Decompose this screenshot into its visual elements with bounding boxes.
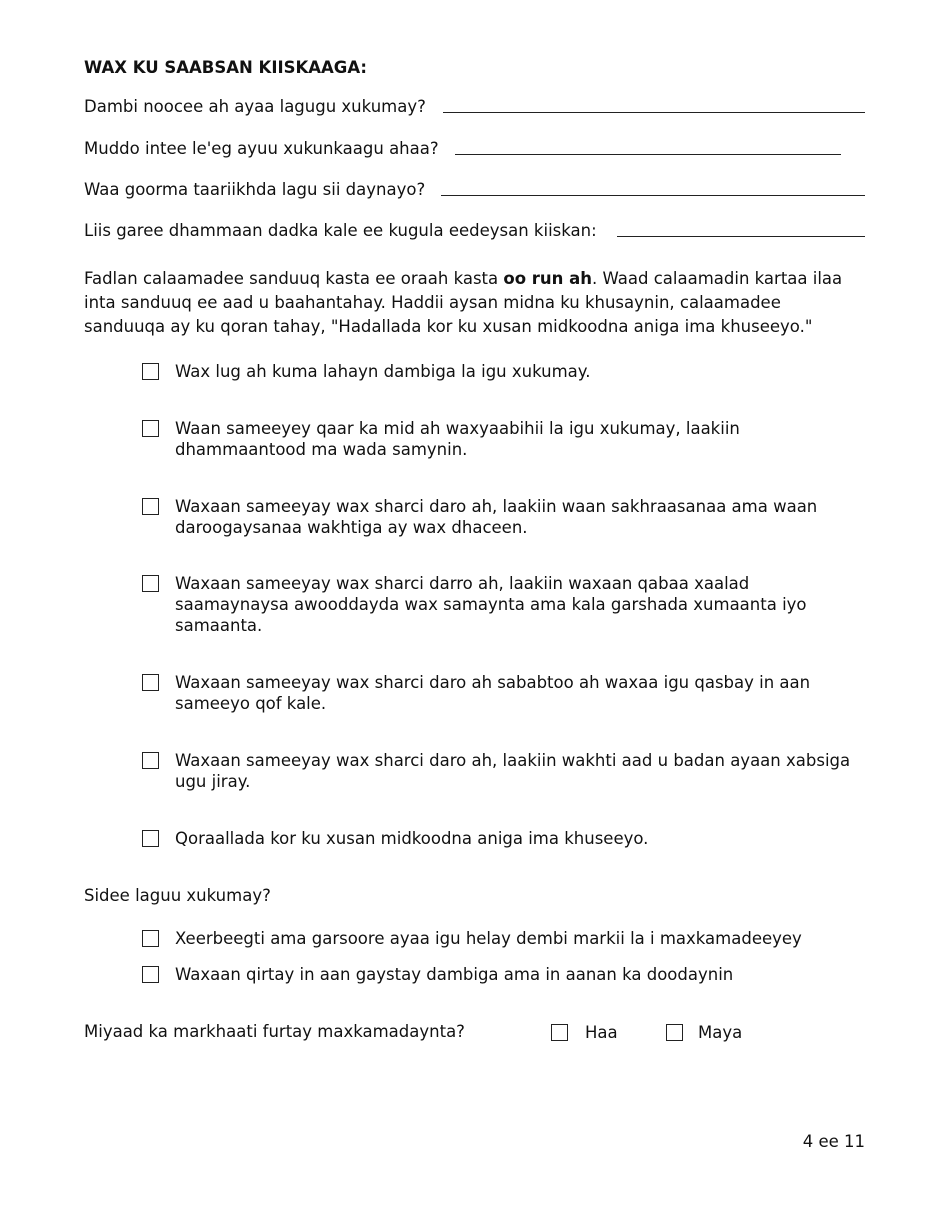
statement-item	[142, 496, 862, 538]
statement-item	[142, 361, 832, 382]
statement-checkbox[interactable]	[142, 752, 159, 769]
answer-line-sentence-length[interactable]	[455, 153, 841, 155]
question-label: Muddo intee le'eg ayuu xukunkaagu ahaa?	[84, 139, 439, 158]
conviction-option-checkbox[interactable]	[142, 966, 159, 983]
question-crime-type	[84, 97, 865, 116]
answer-line-co-defendants[interactable]	[617, 235, 865, 237]
conviction-method-question: Sidee laguu xukumay?	[84, 886, 271, 905]
statement-checkbox[interactable]	[142, 498, 159, 515]
conviction-option-checkbox[interactable]	[142, 930, 159, 947]
instructions-bold: oo run ah	[503, 269, 593, 288]
section-title: WAX KU SAABSAN KIISKAAGA:	[84, 58, 368, 77]
statement-checkbox[interactable]	[142, 575, 159, 592]
instructions-paragraph	[84, 267, 866, 339]
statement-text: Waxaan sameeyay wax sharci darro ah, laakiin waxaan qabaa xaalad saamaynaysa awooddayda wax samaynta ama kala garshada xumaanta iyo samaanta.	[175, 574, 807, 635]
statement-text: Waxaan sameeyay wax sharci daro ah, laakiin waan sakhraasanaa ama waan daroogaysanaa wakhtiga ay wax dhaceen.	[175, 497, 818, 537]
statement-checkbox[interactable]	[142, 363, 159, 380]
testimony-yes-checkbox[interactable]	[551, 1024, 568, 1041]
conviction-option	[142, 928, 862, 949]
question-label: Liis garee dhammaan dadka kale ee kugula eedeysan kiiskan:	[84, 221, 597, 240]
question-label: Dambi noocee ah ayaa lagugu xukumay?	[84, 97, 426, 116]
answer-line-crime-type[interactable]	[443, 111, 865, 113]
page-number: 4 ee 11	[802, 1132, 865, 1151]
question-release-date	[84, 180, 865, 199]
testimony-yes-option	[551, 1023, 618, 1042]
statement-item	[142, 418, 832, 460]
statement-checkbox[interactable]	[142, 830, 159, 847]
testimony-question: Miyaad ka markhaati furtay maxkamadaynta?	[84, 1022, 465, 1041]
statement-item	[142, 828, 862, 849]
instructions-text-1: Fadlan calaamadee sanduuq kasta ee oraah kasta	[84, 269, 504, 288]
statement-text: Qoraallada kor ku xusan midkoodna aniga ima khuseeyo.	[175, 829, 649, 848]
statement-text: Waxaan sameeyay wax sharci daro ah, laakiin wakhti aad u badan ayaan xabsiga ugu jiray.	[175, 751, 851, 791]
conviction-option-text: Xeerbeegti ama garsoore ayaa igu helay dembi markii la i maxkamadeeyey	[175, 929, 802, 948]
statement-item	[142, 573, 862, 636]
statement-item	[142, 672, 862, 714]
statement-text: Wax lug ah kuma lahayn dambiga la igu xukumay.	[175, 362, 591, 381]
statement-text: Waan sameeyey qaar ka mid ah waxyaabihii la igu xukumay, laakiin dhammaantood ma wada samynin.	[175, 419, 740, 459]
conviction-option-text: Waxaan qirtay in aan gaystay dambiga ama in aanan ka doodaynin	[175, 965, 734, 984]
statement-item	[142, 750, 862, 792]
instructions-text-2: . Waad calaamadin kartaa ilaa inta sanduuq ee aad u baahantahay. Haddii aysan midna ku khusaynin, calaamadee sanduuqa ay ku qoran tahay, "Hadallada kor ku xusan midkoodna aniga ima khuseeyo."	[84, 269, 843, 336]
statement-checkbox[interactable]	[142, 674, 159, 691]
testimony-no-option	[666, 1023, 742, 1042]
statement-text: Waxaan sameeyay wax sharci daro ah sababtoo ah waxaa igu qasbay in aan sameeyo qof kale.	[175, 673, 811, 713]
question-co-defendants	[84, 221, 865, 240]
testimony-no-label: Maya	[698, 1023, 743, 1042]
conviction-option	[142, 964, 862, 985]
statement-checkbox[interactable]	[142, 420, 159, 437]
testimony-no-checkbox[interactable]	[666, 1024, 683, 1041]
answer-line-release-date[interactable]	[441, 194, 865, 196]
question-label: Waa goorma taariikhda lagu sii daynayo?	[84, 180, 426, 199]
question-sentence-length	[84, 139, 865, 158]
testimony-yes-label: Haa	[585, 1023, 618, 1042]
